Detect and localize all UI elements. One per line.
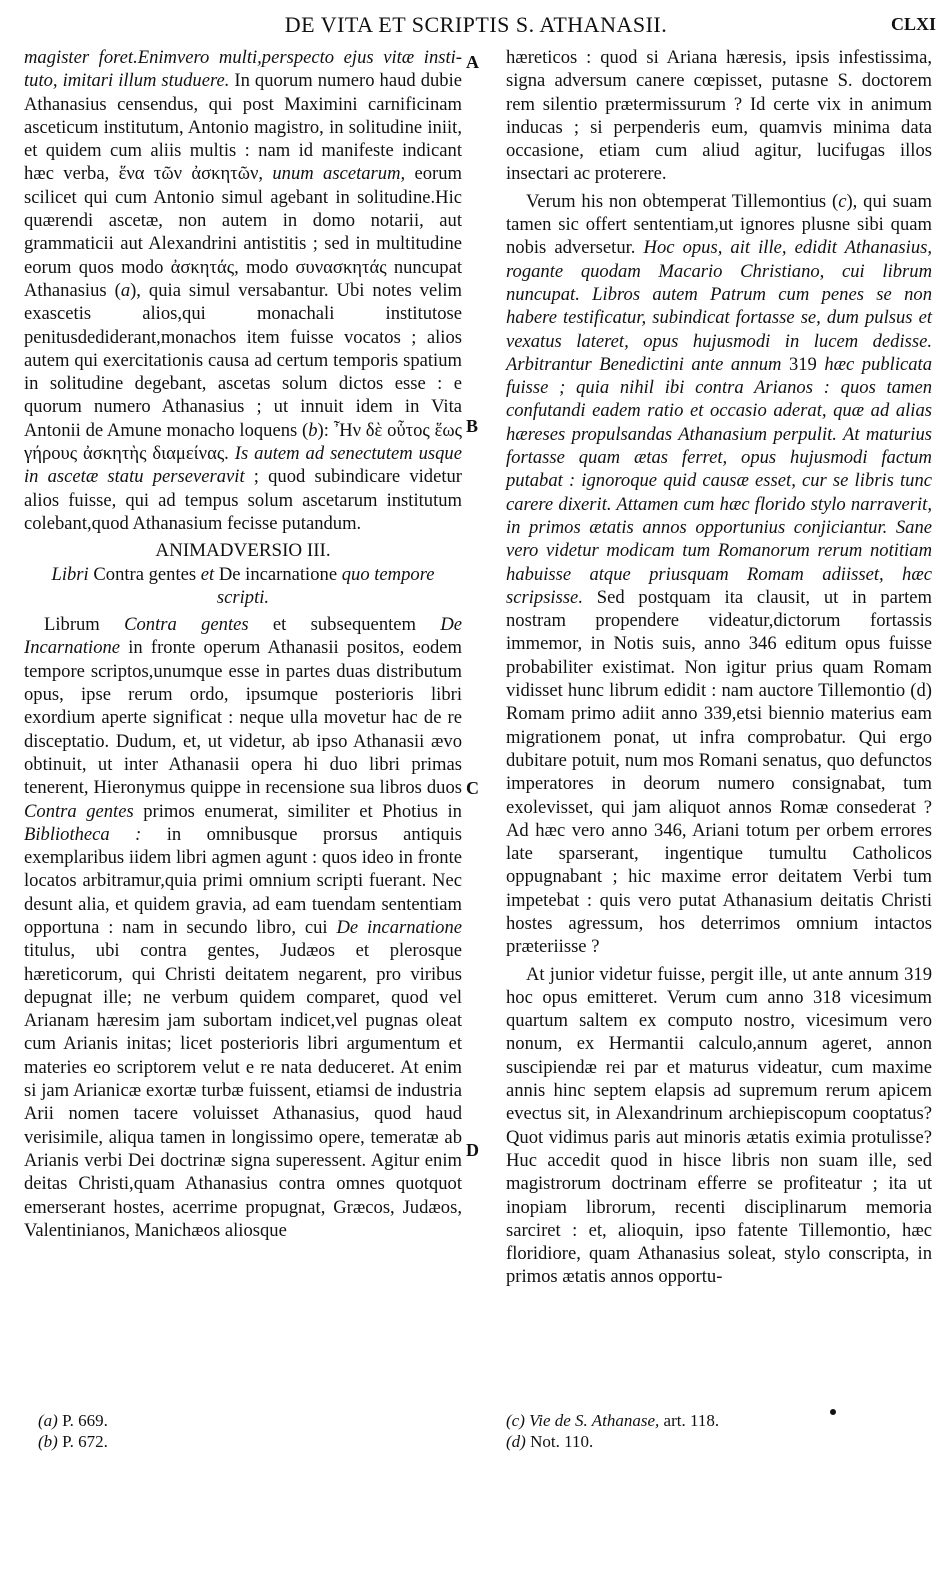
running-head-title: DE VITA ET SCRIPTIS S. ATHANASII. bbox=[284, 12, 668, 37]
footnote-c: (c) Vie de S. Athanase, art. 118. bbox=[506, 1411, 720, 1430]
section-heading: ANIMADVERSIO III. bbox=[155, 540, 331, 562]
footnote-ref-a: a bbox=[120, 279, 131, 301]
right-paragraph-3: At junior videtur fuisse, pergit ille, ut ante annum 319 hoc opus emitteret. Verum cum anno 318 vicesimum quartum saltem ex computo nostro, vicesimum vero nonum, ex Hermantii calculo,annum ageret, annon suscipiendæ rei par et maturus videatur, cum maxime annis hinc septem elapsis ad supremum rerum apicem evectus sit, in Alexandrinum archiepiscopum cooptatus? Quot vidimus paris aut minoris ætatis eximia protulisse? Huc accedit quod in hisce libris non suam ille, sed magistrorum doctrinam efferre se profiteatur ; ita ut inopiam librorum, recenti disciplinarum memoria sarciret : et, alioquin, ipso fatente Tillemontio, hæc floridiore, quam Athanasius soleat, stylo conscripta, in primos ætatis annos opportu- bbox=[506, 963, 932, 1288]
footnote-d: (d) Not. 110. bbox=[506, 1432, 594, 1451]
left-paragraph-1: magister foret.Enimvero multi,perspecto ejus vitæ insti-tuto, imitari illum studuere. In quorum numero haud dubie Athanasius censendus, qui post Maximini carnificinam asceticum institutum, Antonio magistro, in solitudine iniit, et quidem cum aliis multis : nam id manifeste indicant hæc verba, ἕνα τῶν ἀσκητῶν, unum ascetarum, eorum scilicet qui cum Antonio simul agebant in solitudine.Hic quærendi ascetæ, non autem in domo notarii, aut grammaticii aut Alexandrini antistitis ; sed in multitudine eorum quos modo ἀσκητάς, modo συνασκητάς nuncupat Athanasius (a), quia simul versabantur. Ubi notes velim exascetis alios,qui monachali institutose penitusdediderant,monachos item fuisse vocatos ; alios autem qui exercitationis causa ad certum temporis spatium in solitudine degebant, ascetas solum dictos esse : e quorum numero Athanasius ; ut innuit idem in Vita Antonii de Amune monacho loquens (b): Ἦν δὲ οὗτος ἕως γήρους ἀσκητὴς διαμείνας. Is autem ad senectutem usque in ascetæ statu perseveravit ; quod subindicare videtur alios fuisse, qui ad tempus solum ascetarum institutum colebant,quod Athanasium fecisse putandum. bbox=[24, 47, 463, 534]
margin-marker-c: C bbox=[466, 778, 479, 798]
section-subheading: Libri Contra gentes et De incarnatione quo tempore scripti. bbox=[51, 563, 435, 608]
right-column bbox=[506, 46, 932, 1289]
footnote-b: (b) P. 672. bbox=[38, 1432, 108, 1451]
printer-dot bbox=[830, 1409, 836, 1415]
page-number: CLXI bbox=[890, 14, 936, 34]
footnotes-left bbox=[38, 1410, 108, 1452]
footnote-ref-c: c bbox=[838, 190, 847, 212]
left-column bbox=[24, 46, 462, 1242]
margin-marker-b: B bbox=[466, 416, 479, 436]
footnotes-right bbox=[506, 1410, 719, 1452]
right-paragraph-1: hæreticos : quod si Ariana hæresis, ipsis infestissima, signa adversum canere cœpisset, putasne S. doctorem rem silentio prætermissurum ? Id certe vix in animum inducas ; si perpenderis eum, quamvis minima data occasione, etiam cum aliud agitur, lucifugas illos insectari ac proterere. bbox=[506, 47, 932, 185]
margin-marker-a: A bbox=[466, 52, 479, 72]
footnote-ref-b: b bbox=[308, 419, 318, 441]
margin-marker-d: D bbox=[466, 1140, 479, 1160]
left-paragraph-2: Librum Contra gentes et subsequentem De Incarnatione in fronte operum Athanasii positos, eodem tempore scriptos,unumque esse in partes duas distributum opus, ipse rerum ordo, ipsumque posterioris libri exordium aperte significat : neque ulla movetur hac de re disceptatio. Dudum, et, ut videtur, ab ipso Athanasii ævo obtinuit, ut inter Athanasii opera hi duo libri primas tenerent, Hieronymus quippe in recensione sua libros duos Contra gentes primos enumerat, similiter et Photius in Bibliotheca : in omnibusque prorsus antiquis exemplaribus iidem libri agmen agunt : quos ideo in fronte locatos arbitramur,quia primi omnium scripti fuerant. Nec desunt alia, et quidem gravia, ad eam tuendam sententiam opportuna : nam in secundo libro, cui De incarnatione titulus, ubi contra gentes, Judæos et plerosque hæreticorum, qui Christi deitatem negarent, pro viribus depugnat ille; ne verbum quidem comparet, quod vel Arianam hæresim jam subortam indicet,vel pugnas oleat cum Arianis initas; licet posterioris libri argumentum et materies eo scriptorem velut e re nata deduceret. At enim si jam Arianicæ exortæ turbæ fuissent, etiamsi de industria Arii nomen tacere voluisset Athanasius, quod haud verisimile, aliqua tamen in longissimo opere, temeratæ ab Arianis verbi Dei doctrinæ signa superessent. Agitur enim deitas Christi,quam Athanasius contra omnes quotquot emerserant hostes, acerrime propugnat, Græcos, Judæos, Valentinianos, Manichæos aliosque bbox=[24, 614, 462, 1241]
footnote-a: (a) P. 669. bbox=[38, 1411, 108, 1430]
right-paragraph-2: Verum his non obtemperat Tillemontius (c), qui suam tamen sic offert sententiam,ut ignores plusne sibi quam nobis adversetur. Hoc opus, ait ille, edidit Athanasius, rogante quodam Macario Christiano, cui librum nuncupat. Libros autem Patrum cum penes se non habere testificatur, subindicat fortasse se, dum pulsus et vexatus lateret, opus hujusmodi in lucem dedisse. Arbitrantur Benedictini ante annum 319 hæc publicata fuisse ; quia nihil ibi contra Arianos : quos tamen confutandi eadem ratio et occasio aderat, quæ ad alias hæreses propulsandas Athanasium perpulit. At maturius fortasse quam ætas ferret, opus hujusmodi factum putabat : ignoroque quid causæ esset, cur se libris tunc carere dixerit. Attamen cum hæc florido stylo narraverit, in primos ætatis annos opportunius conjiciantur. Sane vero videtur modicam tum Romanorum rerum notitiam habuisse atque priusquam Romam adiisset, hæc scripsisse. Sed postquam ita clausit, ut in partem nostram propendere videatur,dictorum fortassis immemor, in Notis suis, anno 346 editum opus fuisse probabiliter existimat. Non igitur prius quam Romam vidisset hunc librum edidit : nam auctore Tillemontio (d) Romam primo adiit anno 339,etsi biennio materius eam migrationem ponat, ut infra comprobatur. Qui ergo dubitare potuit, num mos Romani senatus, quo defunctos imperatores in deorum numero consignabat, tum exolevisset, qui jam aliquot annos Romæ consederat ? Ad hæc vero anno 346, Ariani totum per orbem errores late sparserant, ingentique tumultu Catholicos oppugnabant ; hic maxime error deitatem Verbi tum impetebat : quis vero putat Athanasium deitatis Christi hostes agressum, hos deterrimos omnium intactos præteriisse ? bbox=[506, 190, 932, 958]
